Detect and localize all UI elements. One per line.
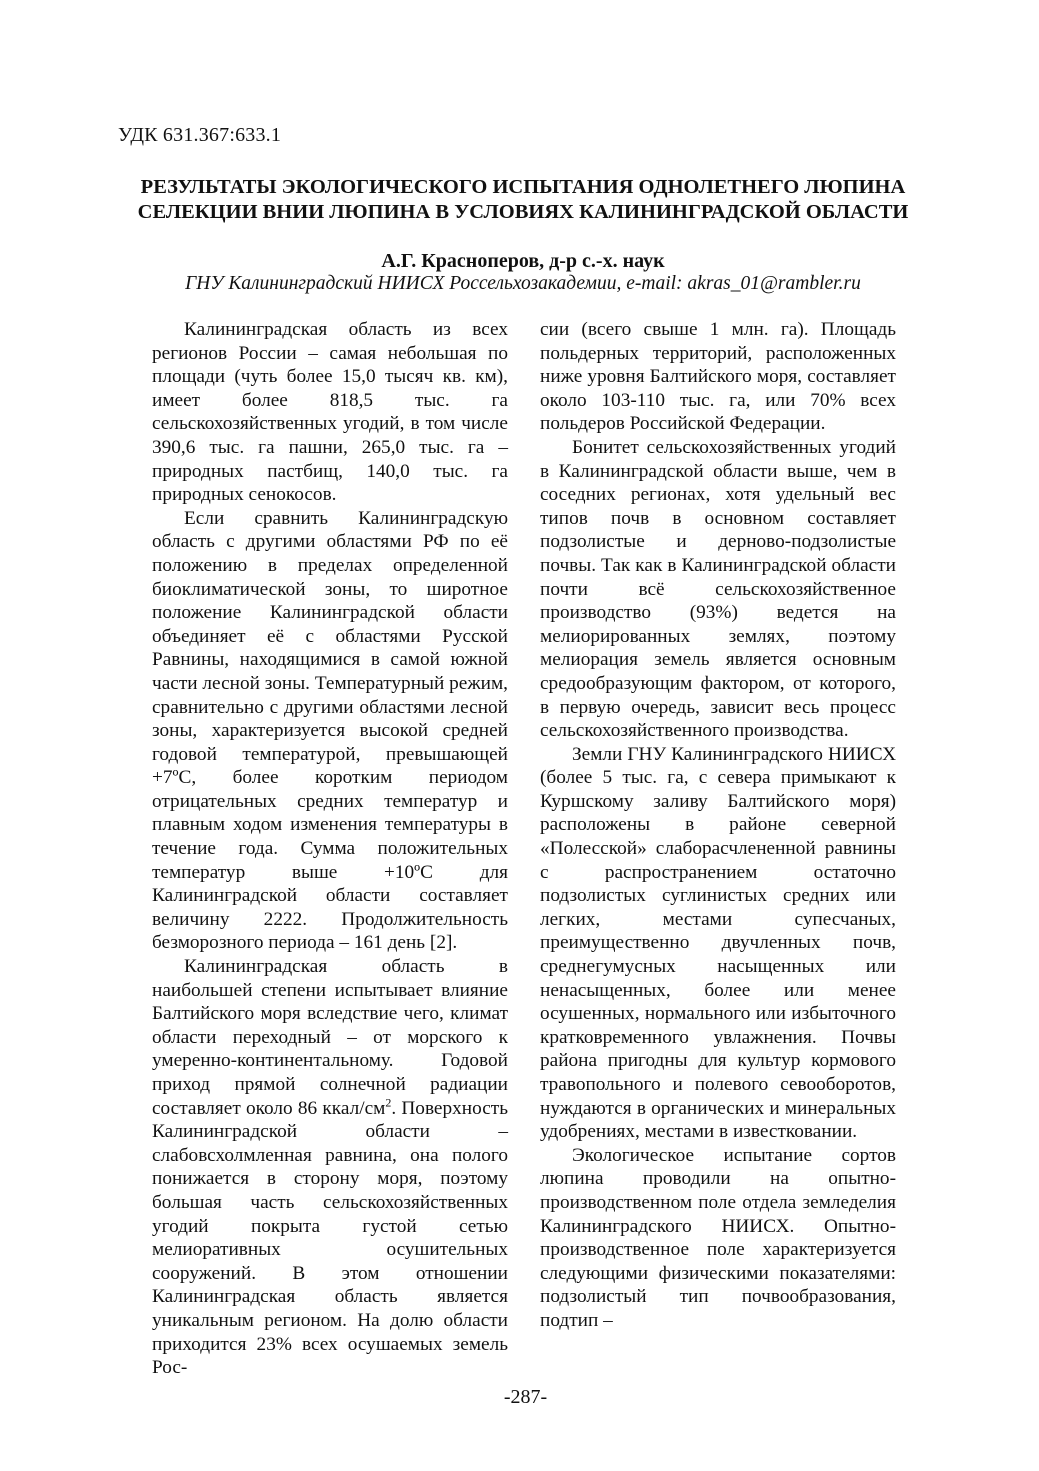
author-line: А.Г. Красноперов, д-р с.-х. наук	[381, 250, 665, 272]
left-column	[152, 318, 508, 1380]
paragraph-lupin-testing: Экологическое испытание сортов люпина проводили на опытно-производственном поле отдела земледелия Калининградского НИИСХ. Опытно-производственное поле характеризуется следующими физическими показателями: подзолистый тип почвообразования, подтип –	[540, 1144, 896, 1331]
udk-code: УДК 631.367:633.1	[118, 124, 282, 146]
paragraph-region-area: Калининградская область из всех регионов России – самая небольшая по площади (чуть более 15,0 тысяч кв. км), имеет более 818,5 тыс. га сельскохозяйственных угодий, в том числе 390,6 тыс. га пашни, 265,0 тыс. га – природных пастбищ, 140,0 тыс. га природных сенокосов.	[152, 319, 508, 506]
paragraph-text: . Поверхность Калининградской области – слабовсхолмленная равнина, она полого понижается в сторону моря, поэтому большая часть сельскохозяйственных угодий покрыта густой сетью мелиоративных осушительных сооружений. В этом отношении Калининградская область является уникальным регионом. На долю области приходится 23% всех осушаемых земель Рос-	[152, 1097, 508, 1379]
paragraph-climate-zone: Если сравнить Калининградскую область с другими областями РФ по её положению в пределах определенной биоклиматической зоны, то широтное положение Калининградской области объединяет её с областями Русской Равнины, находящимися в самой южной части лесной зоны. Температурный режим, сравнительно с другими областями лесной зоны, характеризуется высокой средней годовой температурой, превышающей +7ºС, более коротким периодом отрицательных средних температур и плавным ходом изменения температуры в течение года. Сумма положительных температур выше +10ºС для Калининградской области составляет величину 2222. Продолжительность безморозного периода – 161 день [2].	[152, 507, 508, 954]
paragraph-baltic-influence	[152, 955, 508, 1380]
right-column	[540, 318, 896, 1333]
paragraph-polder-continuation: сии (всего свыше 1 млн. га). Площадь польдерных территорий, расположенных ниже уровня Балтийского моря, составляет около 103-110 тыс. га, или 70% всех польдеров Российской Федерации.	[540, 319, 896, 435]
paragraph-institute-lands: Земли ГНУ Калининградского НИИСХ (более 5 тыс. га, с севера примыкают к Куршскому заливу Балтийского моря) расположены в районе северной «Полесской» слаборасчлененной равнины с распространением остаточно подзолистых суглинистых средних или легких, местами супесчаных, преимущественно двучленных почв, среднегумусных насыщенных или ненасыщенных, более или менее осушенных, нормального или избыточного кратковременного увлажнения. Почвы района пригодны для культур кормового травопольного и полевого севооборотов, нуждаются в органических и минеральных удобрениях, местами в известковании.	[540, 743, 896, 1143]
affiliation-line: ГНУ Калининградский НИИСХ Россельхозакадемии, e-mail: akras_01@rambler.ru	[185, 273, 861, 294]
paragraph-text: Калининградская область в наибольшей степени испытывает влияние Балтийского моря вследствие чего, климат области переходный – от морского к умеренно-континентальному. Годовой приход прямой солнечной радиации составляет около 86 ккал/см	[152, 956, 508, 1119]
superscript: 2	[385, 1095, 392, 1110]
paragraph-soil-quality: Бонитет сельскохозяйственных угодий в Калининградской области выше, чем в соседних регионах, хотя удельный вес типов почв в основном составляет подзолистые и дерново-подзолистые почвы. Так как в Калининградской области почти всё сельскохозяйственное производство (93%) ведется на мелиорированных землях, поэтому мелиорация земель является основным средообразующим фактором, от которого, в первую очередь, зависит весь процесс сельскохозяйственного производства.	[540, 436, 896, 742]
article-title: РЕЗУЛЬТАТЫ ЭКОЛОГИЧЕСКОГО ИСПЫТАНИЯ ОДНОЛЕТНЕГО ЛЮПИНА СЕЛЕКЦИИ ВНИИ ЛЮПИНА В УСЛОВИЯХ КАЛИНИНГРАДСКОЙ ОБЛАСТИ	[137, 176, 909, 223]
page-number: -287-	[503, 1386, 548, 1408]
